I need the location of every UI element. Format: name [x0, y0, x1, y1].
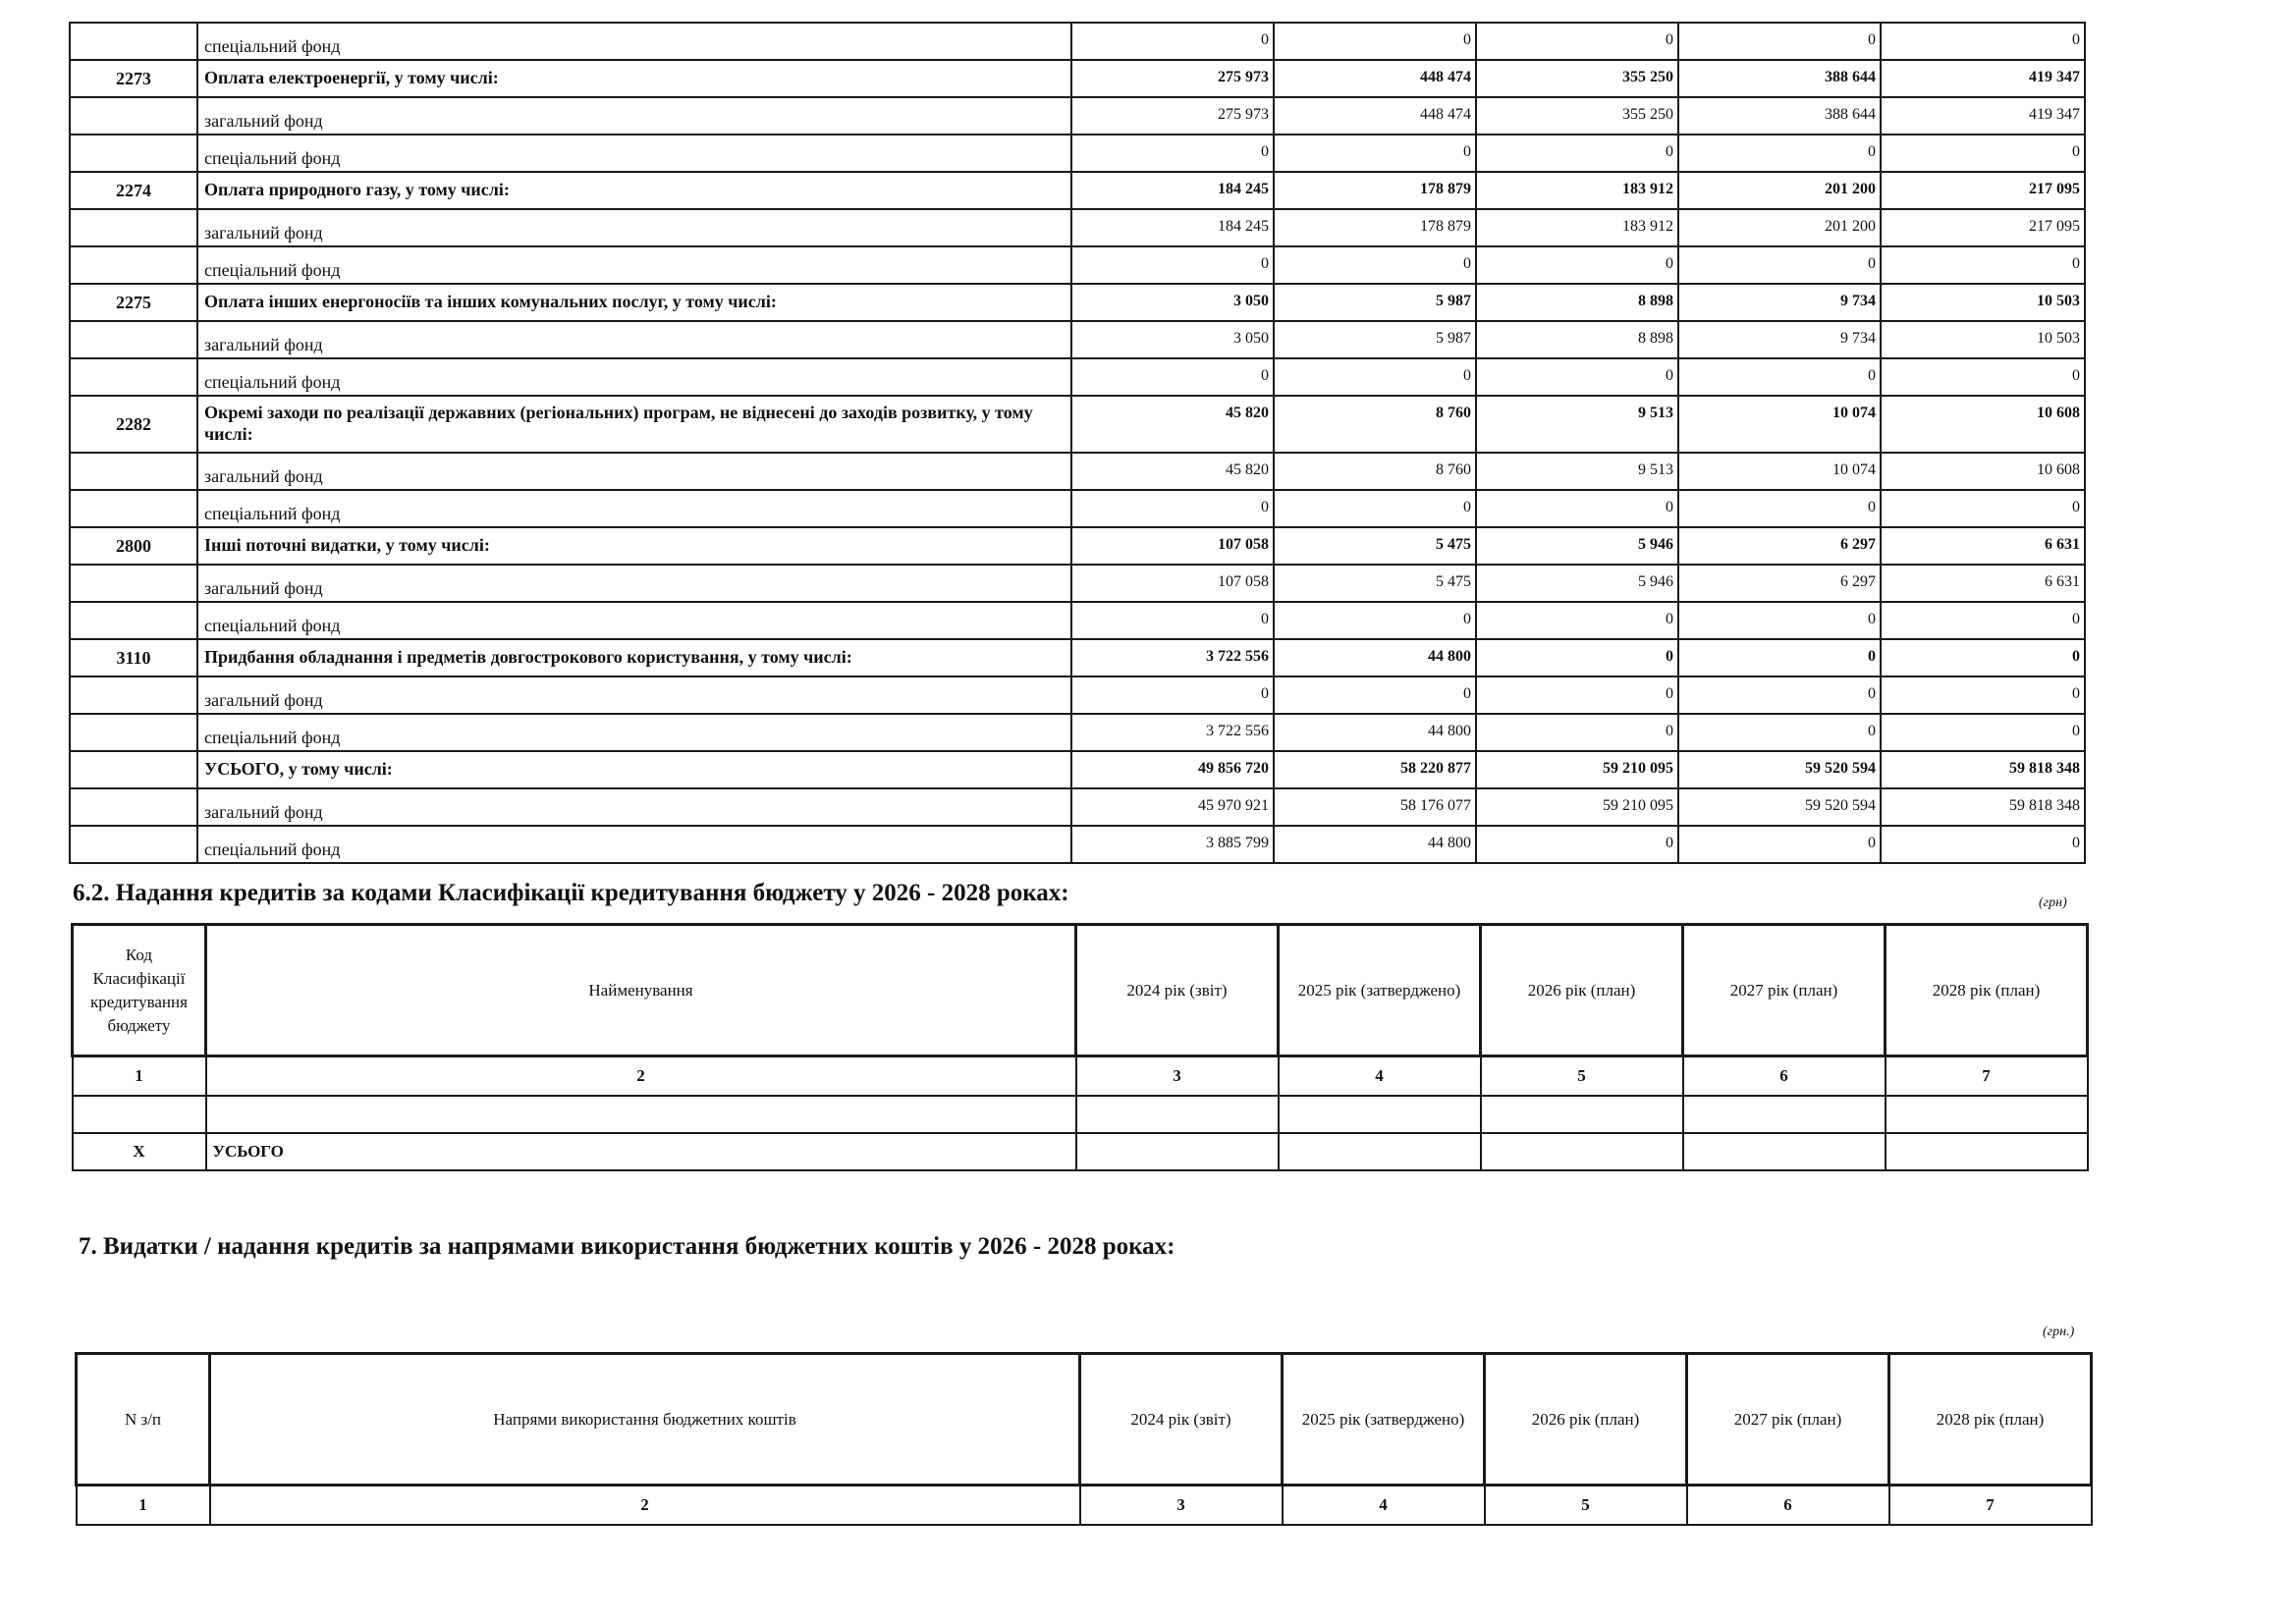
expenditure-value-2024: 3 885 799 [1071, 826, 1274, 863]
credits-header-2028: 2028 рік (план) [1886, 925, 2088, 1056]
expenditure-value-2026: 0 [1476, 676, 1678, 714]
expenditure-value-2027: 10 074 [1678, 453, 1881, 490]
expenditure-row [70, 135, 2085, 172]
expenditure-value-2026: 0 [1476, 826, 1678, 863]
directions-number-row [77, 1486, 2092, 1525]
expenditure-value-2025: 58 176 077 [1274, 788, 1476, 826]
expenditure-value-2027: 6 297 [1678, 565, 1881, 602]
expenditure-value-2024: 0 [1071, 135, 1274, 172]
expenditure-value-2024: 0 [1071, 602, 1274, 639]
expenditure-value-2027: 201 200 [1678, 172, 1881, 209]
expenditure-value-2028: 0 [1881, 676, 2085, 714]
expenditure-value-2026: 9 513 [1476, 396, 1678, 453]
expenditure-name: Інші поточні видатки, у тому числі: [197, 527, 1071, 565]
expenditure-value-2024: 107 058 [1071, 527, 1274, 565]
credits-header-row [73, 925, 2088, 1056]
expenditure-value-2025: 44 800 [1274, 826, 1476, 863]
credits-total-row [73, 1133, 2088, 1170]
credits-total-code: Х [73, 1133, 206, 1170]
credits-header-name: Найменування [206, 925, 1076, 1056]
expenditure-value-2027: 0 [1678, 490, 1881, 527]
expenditure-value-2026: 0 [1476, 602, 1678, 639]
expenditure-value-2028: 10 608 [1881, 453, 2085, 490]
expenditure-name: УСЬОГО, у тому числі: [197, 751, 1071, 788]
expenditure-value-2025: 0 [1274, 490, 1476, 527]
expenditure-row [70, 23, 2085, 60]
expenditure-value-2028: 0 [1881, 358, 2085, 396]
expenditure-value-2027: 0 [1678, 639, 1881, 676]
expenditure-value-2028: 0 [1881, 490, 2085, 527]
expenditure-value-2025: 0 [1274, 358, 1476, 396]
expenditure-value-2024: 3 722 556 [1071, 714, 1274, 751]
expenditure-value-2026: 355 250 [1476, 97, 1678, 135]
expenditure-code [70, 788, 197, 826]
expenditure-value-2026: 0 [1476, 246, 1678, 284]
expenditure-value-2028: 59 818 348 [1881, 751, 2085, 788]
expenditure-value-2024: 45 820 [1071, 453, 1274, 490]
directions-col-number: 1 [77, 1486, 210, 1525]
expenditure-name: Окремі заходи по реалізації державних (регіональних) програм, не віднесені до заходів розвитку, у тому числі: [197, 396, 1071, 453]
directions-col-number: 4 [1283, 1486, 1485, 1525]
expenditure-value-2027: 0 [1678, 23, 1881, 60]
expenditure-value-2025: 8 760 [1274, 396, 1476, 453]
expenditure-value-2025: 0 [1274, 246, 1476, 284]
expenditure-value-2028: 6 631 [1881, 565, 2085, 602]
expenditure-row [70, 284, 2085, 321]
expenditure-value-2027: 9 734 [1678, 284, 1881, 321]
expenditure-row [70, 788, 2085, 826]
expenditure-value-2027: 59 520 594 [1678, 788, 1881, 826]
expenditure-value-2024: 0 [1071, 490, 1274, 527]
directions-header-name: Напрями використання бюджетних коштів [210, 1354, 1080, 1486]
directions-header-2026: 2026 рік (план) [1485, 1354, 1687, 1486]
expenditure-name: Оплата природного газу, у тому числі: [197, 172, 1071, 209]
directions-header-2027: 2027 рік (план) [1687, 1354, 1889, 1486]
expenditure-value-2028: 0 [1881, 602, 2085, 639]
directions-section-title: 7. Видатки / надання кредитів за напрямами використання бюджетних коштів у 2026 - 2028 роках: [79, 1233, 1175, 1260]
credits-table [71, 923, 2089, 1171]
expenditure-value-2025: 448 474 [1274, 60, 1476, 97]
expenditure-value-2027: 0 [1678, 358, 1881, 396]
credits-unit-label: (грн) [2039, 895, 2067, 910]
expenditure-code [70, 565, 197, 602]
expenditure-row [70, 97, 2085, 135]
expenditure-value-2026: 0 [1476, 714, 1678, 751]
expenditure-value-2025: 178 879 [1274, 209, 1476, 246]
credits-col-number: 7 [1886, 1056, 2088, 1096]
expenditure-row [70, 453, 2085, 490]
expenditure-code [70, 209, 197, 246]
expenditure-value-2027: 0 [1678, 826, 1881, 863]
expenditure-name: спеціальний фонд [197, 23, 1071, 60]
expenditure-code [70, 135, 197, 172]
expenditure-row [70, 676, 2085, 714]
expenditure-name: спеціальний фонд [197, 714, 1071, 751]
expenditure-value-2027: 6 297 [1678, 527, 1881, 565]
expenditure-name: спеціальний фонд [197, 826, 1071, 863]
expenditure-row [70, 358, 2085, 396]
directions-col-number: 6 [1687, 1486, 1889, 1525]
expenditure-name: спеціальний фонд [197, 602, 1071, 639]
expenditure-value-2026: 8 898 [1476, 284, 1678, 321]
expenditure-value-2027: 0 [1678, 135, 1881, 172]
expenditure-value-2025: 5 475 [1274, 527, 1476, 565]
credits-col-number: 4 [1279, 1056, 1481, 1096]
expenditure-value-2028: 419 347 [1881, 97, 2085, 135]
directions-col-number: 5 [1485, 1486, 1687, 1525]
directions-col-number: 3 [1080, 1486, 1283, 1525]
directions-table [75, 1352, 2093, 1526]
credits-header-2025: 2025 рік (затверджено) [1279, 925, 1481, 1056]
expenditure-value-2026: 5 946 [1476, 527, 1678, 565]
expenditure-value-2026: 59 210 095 [1476, 751, 1678, 788]
expenditures-table-body [70, 23, 2085, 863]
expenditure-value-2024: 49 856 720 [1071, 751, 1274, 788]
expenditure-value-2024: 3 722 556 [1071, 639, 1274, 676]
directions-header-2024: 2024 рік (звіт) [1080, 1354, 1283, 1486]
expenditure-name: Придбання обладнання і предметів довгострокового користування, у тому числі: [197, 639, 1071, 676]
expenditure-value-2027: 0 [1678, 246, 1881, 284]
directions-col-number: 2 [210, 1486, 1080, 1525]
expenditure-value-2025: 5 475 [1274, 565, 1476, 602]
expenditure-value-2028: 0 [1881, 714, 2085, 751]
expenditure-value-2024: 0 [1071, 246, 1274, 284]
directions-col-number: 7 [1889, 1486, 2092, 1525]
expenditure-name: Оплата електроенергії, у тому числі: [197, 60, 1071, 97]
expenditure-value-2024: 275 973 [1071, 97, 1274, 135]
expenditure-code [70, 246, 197, 284]
expenditure-row [70, 602, 2085, 639]
directions-unit-label: (грн.) [2043, 1325, 2075, 1339]
expenditure-value-2028: 59 818 348 [1881, 788, 2085, 826]
expenditure-code: 2273 [70, 60, 197, 97]
expenditure-code: 2800 [70, 527, 197, 565]
expenditure-value-2028: 217 095 [1881, 209, 2085, 246]
expenditure-value-2027: 0 [1678, 676, 1881, 714]
expenditure-value-2028: 10 503 [1881, 321, 2085, 358]
expenditure-value-2025: 0 [1274, 602, 1476, 639]
expenditure-value-2025: 5 987 [1274, 284, 1476, 321]
credits-col-number: 1 [73, 1056, 206, 1096]
expenditure-value-2025: 58 220 877 [1274, 751, 1476, 788]
credits-total-label: УСЬОГО [206, 1133, 1076, 1170]
credits-col-number: 3 [1076, 1056, 1279, 1096]
credits-header-code: Код Класифікації кредитування бюджету [73, 925, 206, 1056]
expenditure-value-2028: 0 [1881, 23, 2085, 60]
expenditure-value-2026: 355 250 [1476, 60, 1678, 97]
expenditure-value-2026: 0 [1476, 23, 1678, 60]
expenditure-value-2024: 45 970 921 [1071, 788, 1274, 826]
expenditure-value-2027: 9 734 [1678, 321, 1881, 358]
expenditure-value-2025: 0 [1274, 23, 1476, 60]
expenditure-value-2028: 0 [1881, 639, 2085, 676]
expenditure-value-2026: 5 946 [1476, 565, 1678, 602]
expenditure-code [70, 358, 197, 396]
expenditure-value-2027: 201 200 [1678, 209, 1881, 246]
expenditure-row [70, 490, 2085, 527]
expenditure-value-2025: 0 [1274, 135, 1476, 172]
expenditure-value-2026: 8 898 [1476, 321, 1678, 358]
expenditure-name: загальний фонд [197, 788, 1071, 826]
directions-header-row [77, 1354, 2092, 1486]
credits-section-title: 6.2. Надання кредитів за кодами Класифікації кредитування бюджету у 2026 - 2028 роках: [73, 880, 1069, 906]
expenditure-value-2028: 10 608 [1881, 396, 2085, 453]
expenditure-value-2025: 44 800 [1274, 714, 1476, 751]
directions-header-2025: 2025 рік (затверджено) [1283, 1354, 1485, 1486]
expenditure-row [70, 751, 2085, 788]
expenditure-value-2024: 184 245 [1071, 172, 1274, 209]
expenditure-value-2028: 217 095 [1881, 172, 2085, 209]
expenditure-value-2025: 448 474 [1274, 97, 1476, 135]
expenditure-code [70, 714, 197, 751]
expenditure-value-2024: 45 820 [1071, 396, 1274, 453]
credits-header-2024: 2024 рік (звіт) [1076, 925, 1279, 1056]
expenditure-value-2024: 0 [1071, 358, 1274, 396]
expenditure-code [70, 602, 197, 639]
expenditure-value-2024: 0 [1071, 676, 1274, 714]
expenditure-code [70, 751, 197, 788]
expenditure-value-2026: 0 [1476, 358, 1678, 396]
expenditure-row [70, 826, 2085, 863]
expenditure-code [70, 321, 197, 358]
expenditure-name: Оплата інших енергоносіїв та інших комунальних послуг, у тому числі: [197, 284, 1071, 321]
expenditure-value-2027: 388 644 [1678, 60, 1881, 97]
expenditure-value-2025: 8 760 [1274, 453, 1476, 490]
expenditure-value-2026: 0 [1476, 490, 1678, 527]
directions-header-2028: 2028 рік (план) [1889, 1354, 2092, 1486]
expenditure-name: спеціальний фонд [197, 135, 1071, 172]
credits-number-row [73, 1056, 2088, 1096]
credits-header-2027: 2027 рік (план) [1683, 925, 1886, 1056]
expenditure-value-2024: 184 245 [1071, 209, 1274, 246]
expenditure-value-2027: 0 [1678, 602, 1881, 639]
expenditure-name: спеціальний фонд [197, 490, 1071, 527]
expenditure-name: загальний фонд [197, 321, 1071, 358]
expenditure-code: 3110 [70, 639, 197, 676]
expenditure-row [70, 321, 2085, 358]
expenditure-row [70, 527, 2085, 565]
expenditure-value-2026: 59 210 095 [1476, 788, 1678, 826]
expenditure-name: загальний фонд [197, 565, 1071, 602]
expenditure-row [70, 639, 2085, 676]
expenditure-code [70, 490, 197, 527]
expenditure-name: спеціальний фонд [197, 358, 1071, 396]
expenditure-value-2024: 3 050 [1071, 284, 1274, 321]
expenditure-value-2027: 388 644 [1678, 97, 1881, 135]
expenditure-code [70, 453, 197, 490]
expenditure-code: 2275 [70, 284, 197, 321]
expenditure-code: 2282 [70, 396, 197, 453]
expenditure-value-2027: 10 074 [1678, 396, 1881, 453]
expenditure-name: загальний фонд [197, 209, 1071, 246]
expenditure-value-2026: 183 912 [1476, 209, 1678, 246]
expenditures-table [69, 22, 2086, 864]
credits-col-number: 2 [206, 1056, 1076, 1096]
expenditure-value-2026: 183 912 [1476, 172, 1678, 209]
expenditure-value-2028: 6 631 [1881, 527, 2085, 565]
expenditure-value-2026: 0 [1476, 135, 1678, 172]
expenditure-value-2025: 44 800 [1274, 639, 1476, 676]
expenditure-code [70, 97, 197, 135]
expenditure-row [70, 714, 2085, 751]
expenditure-row [70, 172, 2085, 209]
credits-col-number: 6 [1683, 1056, 1886, 1096]
expenditure-code [70, 676, 197, 714]
expenditure-value-2027: 59 520 594 [1678, 751, 1881, 788]
expenditure-name: загальний фонд [197, 97, 1071, 135]
expenditure-value-2026: 9 513 [1476, 453, 1678, 490]
credits-empty-row [73, 1096, 2088, 1133]
expenditure-value-2025: 5 987 [1274, 321, 1476, 358]
expenditure-name: спеціальний фонд [197, 246, 1071, 284]
expenditure-value-2024: 275 973 [1071, 60, 1274, 97]
expenditure-row [70, 565, 2085, 602]
expenditure-row [70, 209, 2085, 246]
credits-col-number: 5 [1481, 1056, 1683, 1096]
expenditure-value-2027: 0 [1678, 714, 1881, 751]
expenditure-value-2025: 178 879 [1274, 172, 1476, 209]
expenditure-value-2028: 0 [1881, 135, 2085, 172]
expenditure-value-2026: 0 [1476, 639, 1678, 676]
credits-header-2026: 2026 рік (план) [1481, 925, 1683, 1056]
expenditure-code: 2274 [70, 172, 197, 209]
expenditure-name: загальний фонд [197, 453, 1071, 490]
expenditure-row [70, 60, 2085, 97]
directions-header-num: N з/п [77, 1354, 210, 1486]
expenditure-code [70, 826, 197, 863]
expenditure-value-2028: 419 347 [1881, 60, 2085, 97]
expenditure-value-2028: 0 [1881, 246, 2085, 284]
expenditure-value-2028: 10 503 [1881, 284, 2085, 321]
expenditure-value-2024: 0 [1071, 23, 1274, 60]
expenditure-name: загальний фонд [197, 676, 1071, 714]
expenditure-value-2028: 0 [1881, 826, 2085, 863]
expenditure-value-2025: 0 [1274, 676, 1476, 714]
expenditure-value-2024: 3 050 [1071, 321, 1274, 358]
expenditure-value-2024: 107 058 [1071, 565, 1274, 602]
expenditure-row [70, 396, 2085, 453]
expenditure-row [70, 246, 2085, 284]
expenditure-code [70, 23, 197, 60]
